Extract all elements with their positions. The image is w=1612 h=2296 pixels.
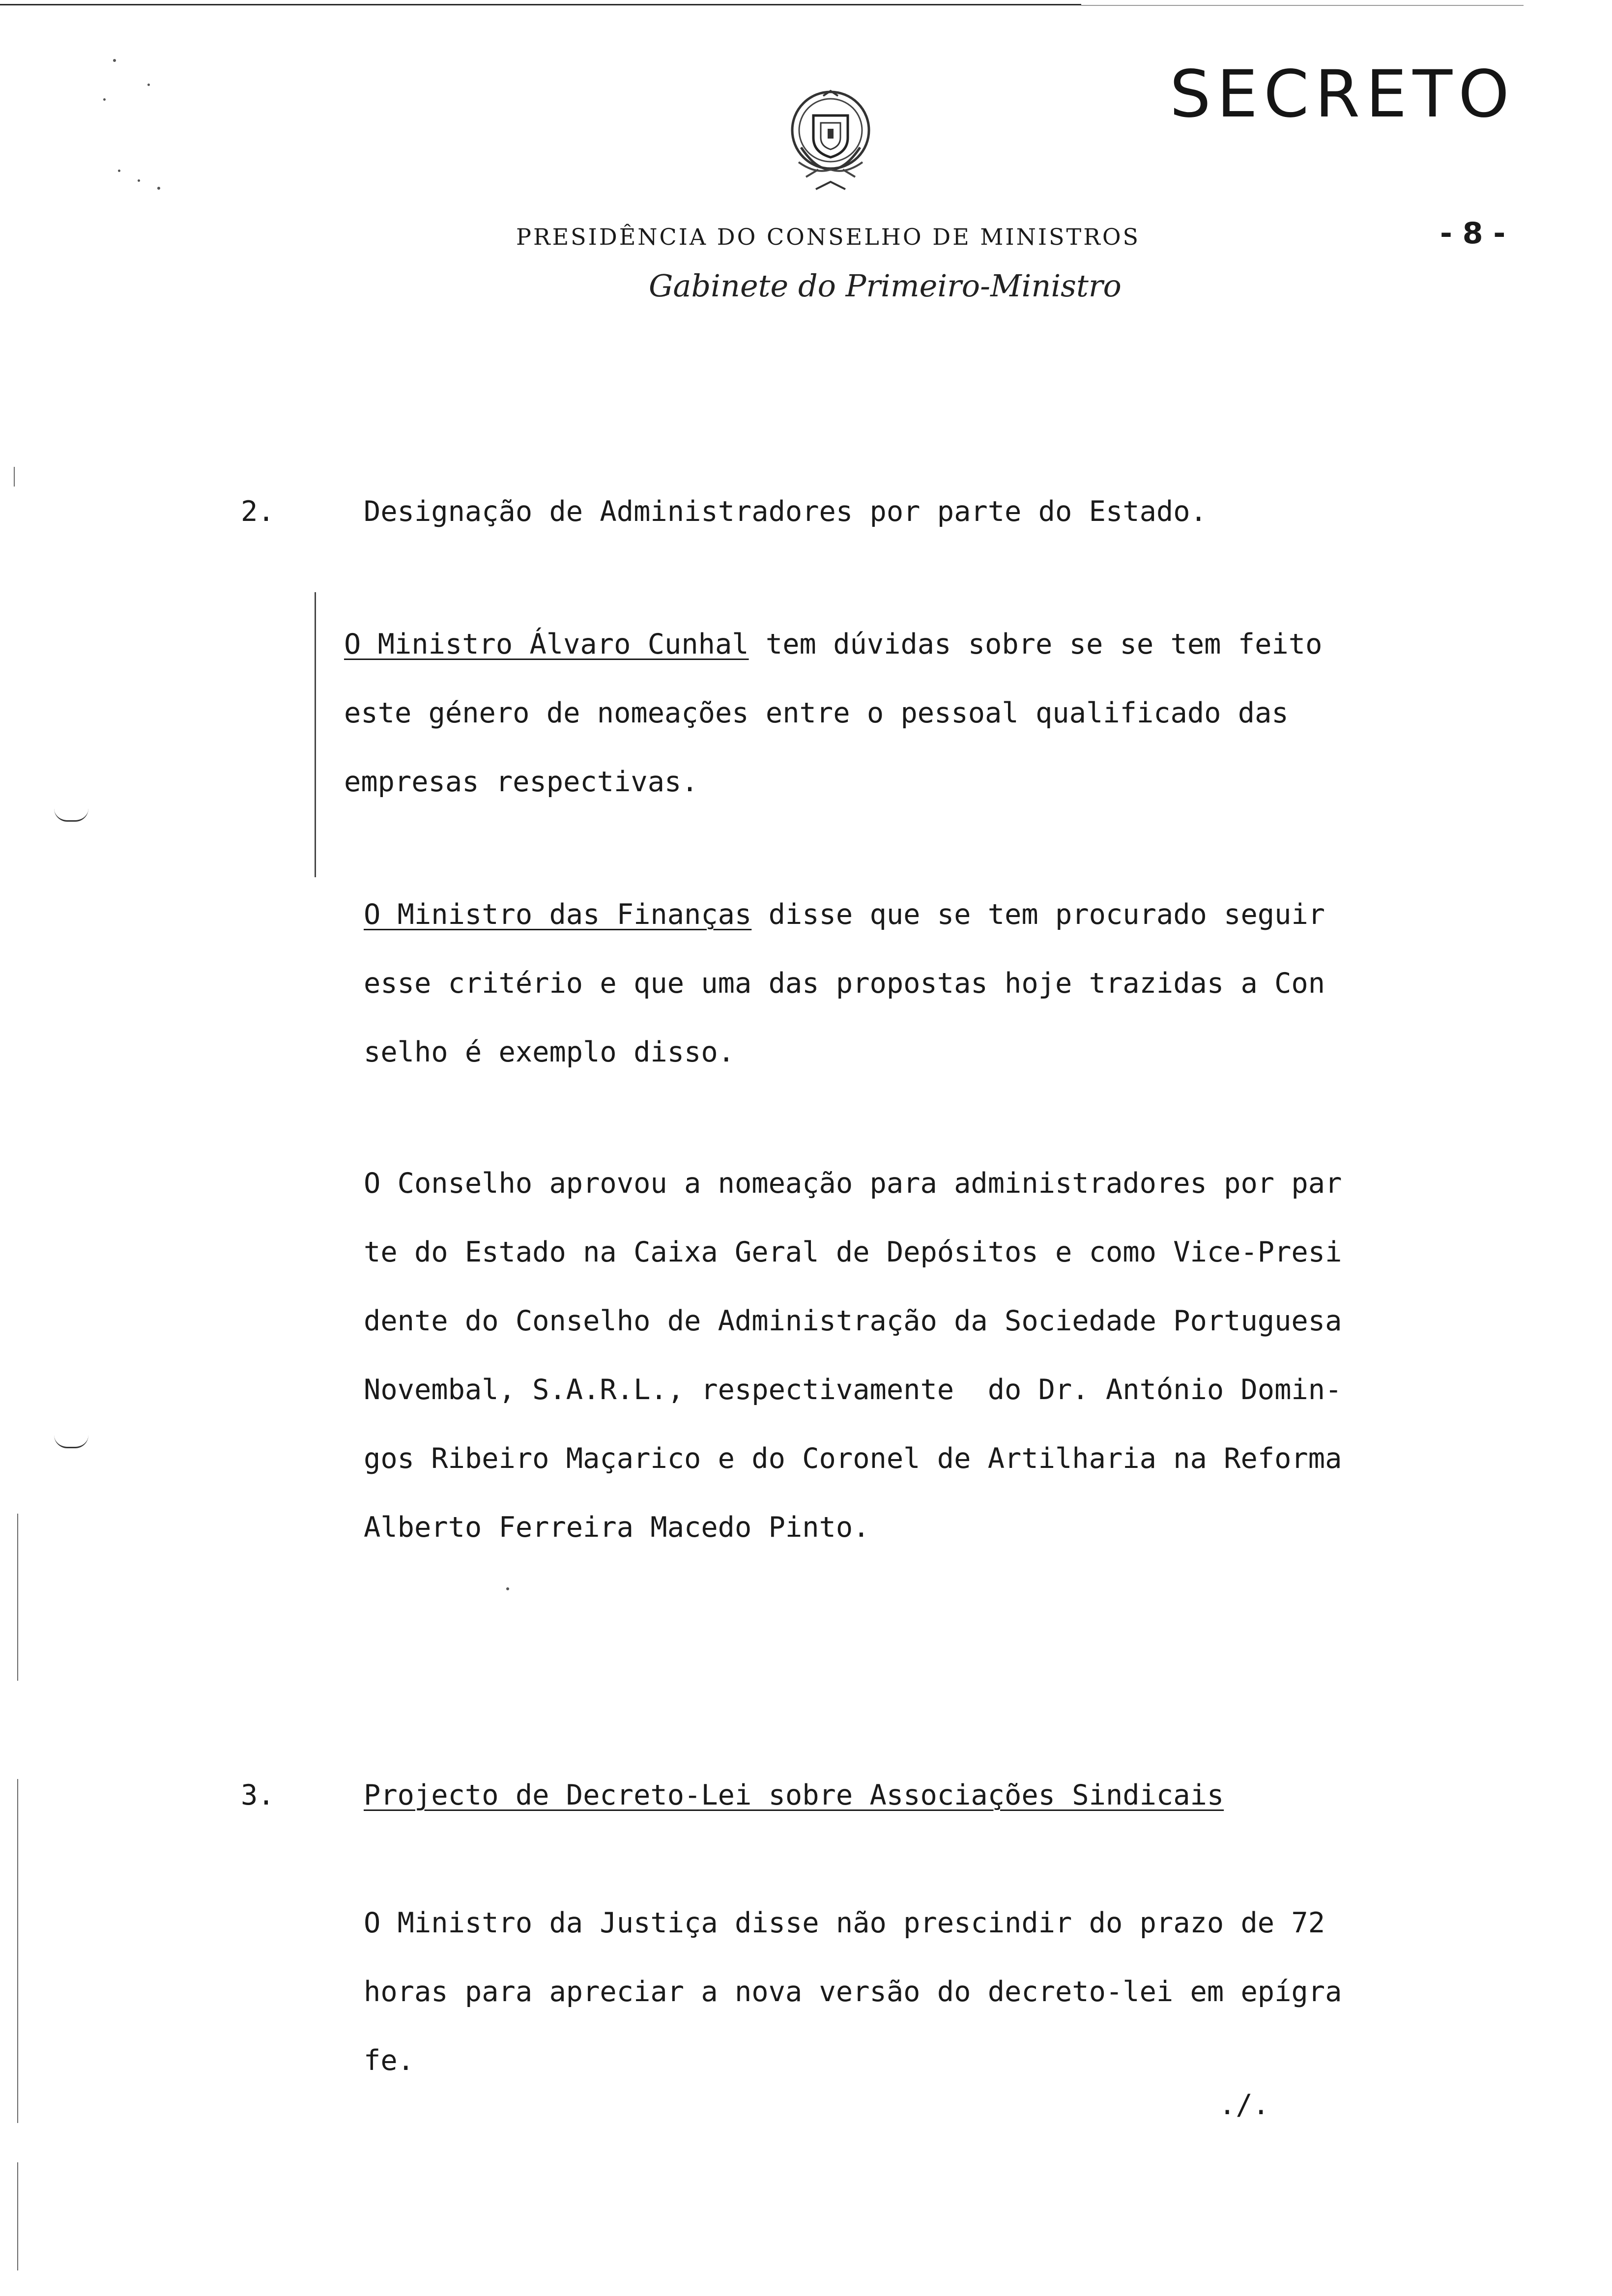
scan-edge-mark [14,467,15,487]
institution-heading: PRESIDÊNCIA DO CONSELHO DE MINISTROS [516,224,1141,250]
paragraph-line: O Conselho aprovou a nomeação para administradores por par [364,1167,1342,1200]
coat-of-arms-icon [772,88,890,201]
continuation-mark: ./. [1219,2089,1269,2121]
speaker-name: O Ministro das Finanças [364,898,752,931]
classification-stamp: SECRETO [1170,57,1516,132]
paragraph-line: O Ministro da Justiça disse não prescindir do prazo de 72 [364,1907,1325,1939]
scan-speck [506,1587,509,1590]
scan-speck [113,59,116,62]
paragraph-line: esse critério e que uma das propostas hoje trazidas a Con [364,967,1325,1000]
paragraph-line: te do Estado na Caixa Geral de Depósitos e como Vice-Presi [364,1236,1342,1268]
section-number: 3. [241,1779,275,1811]
cabinet-handwritten-heading: Gabinete do Primeiro-Ministro [649,268,1122,304]
paragraph-line: Alberto Ferreira Macedo Pinto. [364,1511,870,1544]
scan-speck [103,98,106,101]
scan-speck [138,179,140,182]
paragraph-line: selho é exemplo disso. [364,1036,735,1068]
paragraph-line: Novembal, S.A.R.L., respectivamente do Dr. António Domin- [364,1374,1342,1406]
section-number: 2. [241,495,275,528]
paragraph-line: O Ministro Álvaro Cunhal tem dúvidas sobre se se tem feito [344,628,1323,660]
scan-speck [147,84,150,86]
margin-line [315,592,316,877]
paragraph-line: gos Ribeiro Maçarico e do Coronel de Artilharia na Reforma [364,1442,1342,1475]
scan-mark [54,808,88,822]
paragraph-line: empresas respectivas. [344,766,698,798]
section-title: Projecto de Decreto-Lei sobre Associações Sindicais [364,1779,1224,1811]
page-number: - 8 - [1440,216,1506,251]
top-rule-faint [1081,5,1524,6]
speaker-name: O Ministro Álvaro Cunhal [344,628,749,660]
scan-edge-mark [17,1779,18,2123]
paragraph-line: dente do Conselho de Administração da Sociedade Portuguesa [364,1305,1342,1337]
section-title: Designação de Administradores por parte do Estado. [364,495,1207,528]
paragraph-line: fe. [364,2044,414,2077]
paragraph-line: O Ministro das Finanças disse que se tem procurado seguir [364,898,1325,931]
scan-edge-mark [17,2162,18,2270]
top-rule [0,4,1081,5]
paragraph-line: este género de nomeações entre o pessoal qualificado das [344,697,1289,729]
scan-mark [54,1435,88,1448]
scan-edge-mark [17,1514,18,1681]
scan-speck [157,187,160,190]
paragraph-line: horas para apreciar a nova versão do decreto-lei em epígra [364,1976,1342,2008]
scan-speck [118,170,120,172]
